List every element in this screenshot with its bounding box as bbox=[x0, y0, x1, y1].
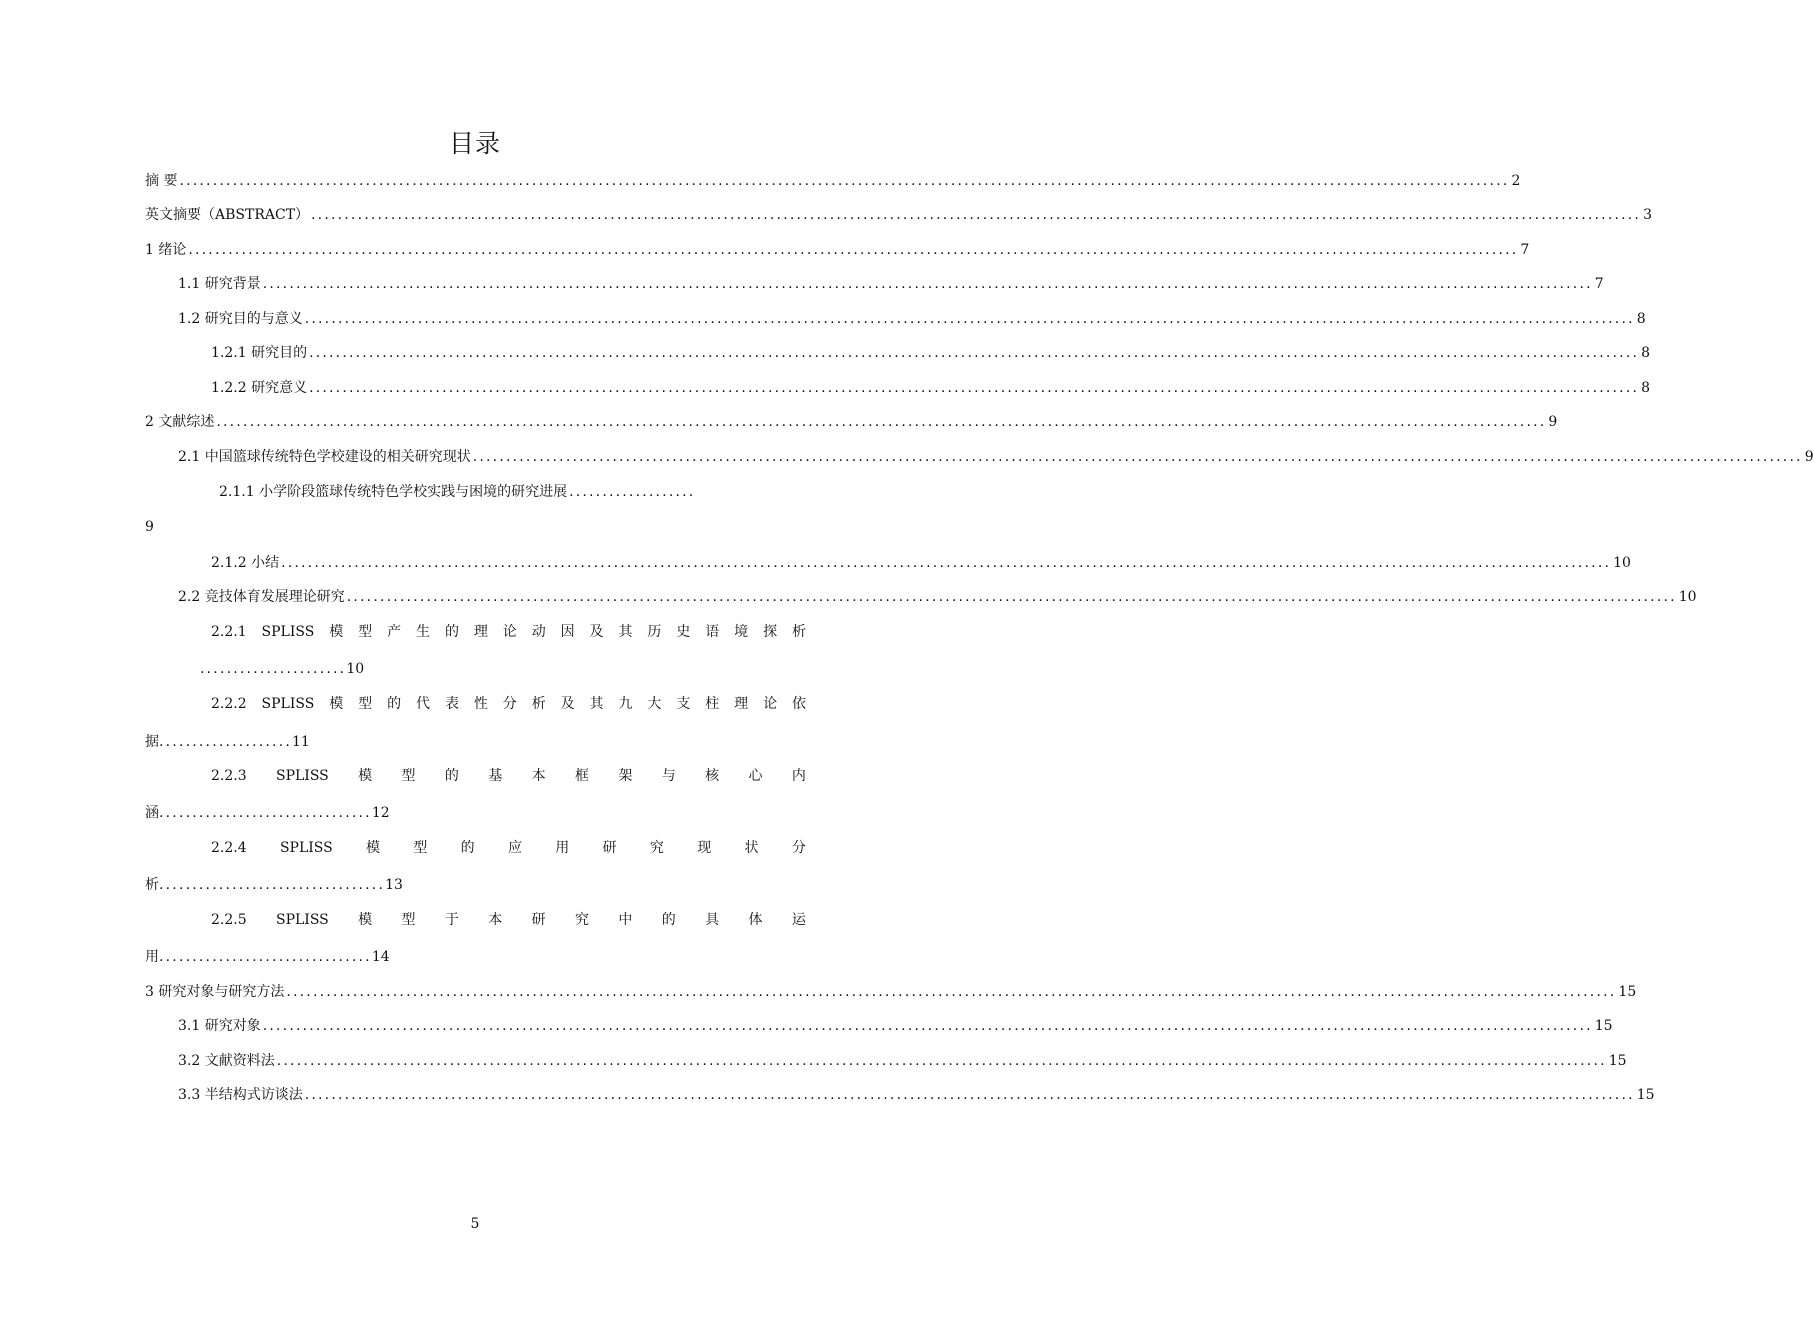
toc-entry-word: 的 bbox=[444, 768, 459, 784]
toc-leader: .................................. bbox=[159, 877, 386, 893]
toc-entry-word: 型 bbox=[401, 912, 416, 928]
toc-entry-label: 英文摘要（ABSTRACT） bbox=[145, 207, 310, 223]
toc-leader: ........................................................................................................................................................................................................ bbox=[304, 311, 1635, 327]
toc-entry-word: 分 bbox=[791, 840, 806, 856]
toc-entry-word: 2.2.4 bbox=[211, 840, 247, 856]
toc-entry-2[interactable] bbox=[145, 411, 1558, 433]
toc-entry-word: 柱 bbox=[705, 696, 720, 712]
toc-entry-word: 其 bbox=[618, 624, 633, 640]
toc-entry-page: 12 bbox=[371, 805, 390, 821]
toc-entry-page: 14 bbox=[371, 949, 390, 965]
toc-entry-word: 本 bbox=[488, 912, 503, 928]
toc-entry-word: 其 bbox=[589, 696, 604, 712]
toc-entry-word: 及 bbox=[560, 696, 575, 712]
toc-entry-word: 型 bbox=[358, 624, 373, 640]
toc-entry-3-2[interactable] bbox=[145, 1050, 1627, 1072]
toc-entry-3[interactable] bbox=[145, 981, 1637, 1003]
toc-leader: ................................ bbox=[159, 805, 372, 821]
toc-leader: ........................................................................................................................................................................................................ bbox=[216, 414, 1547, 430]
toc-entry-label: 3.2 文献资料法 bbox=[178, 1053, 275, 1069]
toc-entry-3-3[interactable] bbox=[145, 1084, 1655, 1106]
toc-entry-word: 型 bbox=[401, 768, 416, 784]
toc-entry-word: 基 bbox=[488, 768, 503, 784]
toc-entry-page: 7 bbox=[1520, 242, 1530, 258]
toc-entry-word: 历 bbox=[647, 624, 662, 640]
toc-entry-word: 论 bbox=[502, 624, 517, 640]
toc-entry-word: 究 bbox=[575, 912, 590, 928]
toc-entry-word: 的 bbox=[661, 912, 676, 928]
toc-entry-word: SPLISS bbox=[261, 696, 315, 712]
toc-entry-word: SPLISS bbox=[261, 624, 315, 640]
toc-entry-1[interactable] bbox=[145, 239, 1530, 261]
toc-entry-word: 运 bbox=[791, 912, 806, 928]
toc-entry-label: 1.1 研究背景 bbox=[178, 276, 261, 292]
toc-entry-2-2-2[interactable] bbox=[211, 693, 806, 715]
toc-leader: ........................................................................................................................................................................................................ bbox=[346, 589, 1677, 605]
toc-entry-word: 模 bbox=[329, 624, 344, 640]
toc-entry-2-1[interactable] bbox=[145, 446, 1814, 468]
toc-entry-word: 语 bbox=[705, 624, 720, 640]
toc-entry-label: 2.2 竞技体育发展理论研究 bbox=[178, 589, 345, 605]
toc-entry-word: 2.2.5 bbox=[211, 912, 247, 928]
toc-entry-2-2-3[interactable] bbox=[211, 765, 806, 787]
toc-entry-word: 于 bbox=[444, 912, 459, 928]
toc-entry-word: 依 bbox=[792, 696, 806, 712]
toc-entry-2-2[interactable] bbox=[145, 586, 1697, 608]
toc-leader: ........................................................................................................................................................................................................ bbox=[262, 276, 1593, 292]
toc-entry-word: 的 bbox=[460, 840, 475, 856]
toc-entry-word: 心 bbox=[748, 768, 763, 784]
toc-entry-word: 应 bbox=[507, 840, 522, 856]
toc-entry-word: 型 bbox=[358, 696, 373, 712]
toc-leader: ........................................................................................................................................................................................................ bbox=[262, 1018, 1593, 1034]
toc-leader: ...................... bbox=[200, 661, 347, 677]
toc-entry-word: 体 bbox=[748, 912, 763, 928]
toc-entry-label: 3.3 半结构式访谈法 bbox=[178, 1087, 303, 1103]
toc-entry-1-1[interactable] bbox=[145, 273, 1604, 295]
toc-entry-word: 内 bbox=[791, 768, 806, 784]
toc-entry-3-1[interactable] bbox=[145, 1015, 1613, 1037]
toc-entry-word: 研 bbox=[531, 912, 546, 928]
toc-entry-label: 1.2 研究目的与意义 bbox=[178, 311, 303, 327]
toc-entry-label: 据 bbox=[145, 734, 159, 750]
toc-entry-2-1-2[interactable] bbox=[145, 552, 1631, 574]
toc-entry-1-2[interactable] bbox=[145, 308, 1646, 330]
toc-entry-word: 性 bbox=[473, 696, 488, 712]
toc-entry-page: 15 bbox=[1608, 1053, 1627, 1069]
toc-entry-word: 理 bbox=[734, 696, 749, 712]
toc-entry-word: 境 bbox=[734, 624, 749, 640]
toc-entry-word: 析 bbox=[531, 696, 546, 712]
toc-entry-page: 9 bbox=[1804, 449, 1814, 465]
toc-entry-page: 2 bbox=[1511, 173, 1521, 189]
toc-entry-abstract[interactable] bbox=[145, 170, 1521, 192]
toc-entry-2-2-4[interactable] bbox=[211, 837, 806, 859]
toc-entry-word: 框 bbox=[575, 768, 590, 784]
toc-leader: ........................................................................................................................................................................................................ bbox=[309, 345, 1640, 361]
toc-leader: ........................................................................................................................................................................................................ bbox=[304, 1087, 1635, 1103]
toc-entry-word: 究 bbox=[649, 840, 664, 856]
toc-entry-2-2-4-cont[interactable] bbox=[145, 874, 403, 896]
toc-entry-page: 9 bbox=[1548, 414, 1558, 430]
toc-leader: ................... bbox=[569, 484, 696, 500]
toc-entry-2-2-5-cont[interactable] bbox=[145, 946, 390, 968]
toc-entry-page: 10 bbox=[1678, 589, 1697, 605]
page-number: 5 bbox=[470, 1216, 480, 1232]
toc-entry-2-2-1[interactable] bbox=[211, 621, 806, 643]
toc-entry-2-2-2-cont[interactable] bbox=[145, 731, 310, 753]
toc-entry-word: SPLISS bbox=[279, 840, 333, 856]
toc-entry-word: 中 bbox=[618, 912, 633, 928]
toc-entry-word: 架 bbox=[618, 768, 633, 784]
toc-entry-2-1-1[interactable] bbox=[219, 481, 806, 503]
toc-entry-word: 分 bbox=[502, 696, 517, 712]
toc-entry-label: 摘 要 bbox=[145, 173, 178, 189]
toc-entry-label: 析 bbox=[145, 877, 159, 893]
toc-entry-page: 10 bbox=[346, 661, 365, 677]
toc-entry-word: 大 bbox=[647, 696, 662, 712]
toc-entry-word: 析 bbox=[792, 624, 806, 640]
toc-entry-word: 因 bbox=[560, 624, 575, 640]
toc-entry-word: 状 bbox=[744, 840, 759, 856]
toc-entry-word: 2.2.1 bbox=[211, 624, 247, 640]
toc-entry-label: 2.1.1 小学阶段篮球传统特色学校实践与困境的研究进展 bbox=[219, 484, 568, 500]
toc-entry-word: 型 bbox=[413, 840, 428, 856]
toc-entry-word: 的 bbox=[387, 696, 402, 712]
toc-entry-label: 1.2.1 研究目的 bbox=[211, 345, 308, 361]
toc-entry-word: 核 bbox=[705, 768, 720, 784]
toc-entry-page: 3 bbox=[1643, 207, 1652, 223]
toc-entry-word: 本 bbox=[531, 768, 546, 784]
toc-entry-page: 13 bbox=[385, 877, 403, 893]
toc-entry-word: 代 bbox=[416, 696, 431, 712]
toc-entry-label: 3 研究对象与研究方法 bbox=[145, 984, 285, 1000]
toc-entry-label: 用 bbox=[145, 949, 159, 965]
toc-entry-2-2-1-cont[interactable] bbox=[200, 658, 364, 680]
toc-entry-word: SPLISS bbox=[276, 768, 329, 784]
toc-entry-word: 产 bbox=[387, 624, 402, 640]
toc-entry-word: 具 bbox=[705, 912, 720, 928]
toc-entry-word: 模 bbox=[358, 912, 373, 928]
toc-entry-label: 2.1 中国篮球传统特色学校建设的相关研究现状 bbox=[178, 449, 471, 465]
toc-title: 目录 bbox=[448, 129, 501, 158]
toc-entry-word: 2.2.2 bbox=[211, 696, 247, 712]
toc-entry-word: 现 bbox=[697, 840, 712, 856]
toc-leader: ........................................................................................................................................................................................................ bbox=[179, 173, 1510, 189]
toc-leader: ........................................................................................................................................................................................................ bbox=[311, 207, 1642, 223]
toc-leader: ........................................................................................................................................................................................................ bbox=[188, 242, 1519, 258]
toc-entry-word: 2.2.3 bbox=[211, 768, 247, 784]
toc-entry-word: 九 bbox=[618, 696, 633, 712]
toc-entry-label: 2 文献综述 bbox=[145, 414, 215, 430]
toc-entry-label: 涵 bbox=[145, 805, 159, 821]
toc-entry-page: 8 bbox=[1641, 345, 1651, 361]
toc-entry-2-2-5[interactable] bbox=[211, 909, 806, 931]
toc-entry-word: 与 bbox=[661, 768, 676, 784]
toc-entry-word: 的 bbox=[444, 624, 459, 640]
toc-entry-word: 理 bbox=[473, 624, 488, 640]
toc-entry-label: 1.2.2 研究意义 bbox=[211, 380, 308, 396]
toc-entry-word: 生 bbox=[416, 624, 431, 640]
toc-leader: ........................................................................................................................................................................................................ bbox=[472, 449, 1803, 465]
toc-entry-page: 15 bbox=[1636, 1087, 1655, 1103]
toc-entry-label: 3.1 研究对象 bbox=[178, 1018, 261, 1034]
toc-entry-page: 15 bbox=[1618, 984, 1637, 1000]
toc-entry-word: 表 bbox=[444, 696, 459, 712]
toc-leader: .................... bbox=[159, 734, 293, 750]
toc-entry-word: 研 bbox=[602, 840, 617, 856]
toc-entry-page: 9 bbox=[145, 519, 154, 535]
toc-entry-english-abstract[interactable] bbox=[145, 204, 1652, 226]
toc-leader: ........................................................................................................................................................................................................ bbox=[309, 380, 1640, 396]
toc-leader: ........................................................................................................................................................................................................ bbox=[286, 984, 1617, 1000]
toc-entry-word: 史 bbox=[676, 624, 691, 640]
toc-entry-page: 8 bbox=[1636, 311, 1646, 327]
toc-entry-label: 1 绪论 bbox=[145, 242, 187, 258]
toc-leader: ........................................................................................................................................................................................................ bbox=[281, 555, 1612, 571]
toc-entry-1-2-1[interactable] bbox=[145, 342, 1651, 364]
toc-entry-word: 探 bbox=[763, 624, 778, 640]
toc-entry-page: 10 bbox=[1613, 555, 1631, 571]
toc-entry-label: 2.1.2 小结 bbox=[211, 555, 280, 571]
toc-entry-word: 及 bbox=[589, 624, 604, 640]
toc-entry-word: 模 bbox=[366, 840, 381, 856]
toc-entry-page: 11 bbox=[292, 734, 310, 750]
toc-entry-word: SPLISS bbox=[276, 912, 329, 928]
toc-entry-word: 模 bbox=[358, 768, 373, 784]
toc-entry-word: 用 bbox=[555, 840, 570, 856]
toc-entry-word: 动 bbox=[531, 624, 546, 640]
toc-entry-2-2-3-cont[interactable] bbox=[145, 802, 390, 824]
toc-entry-1-2-2[interactable] bbox=[145, 377, 1651, 399]
toc-leader: ........................................................................................................................................................................................................ bbox=[276, 1053, 1607, 1069]
toc-entry-word: 论 bbox=[763, 696, 778, 712]
toc-entry-page: 7 bbox=[1594, 276, 1604, 292]
toc-leader: ................................ bbox=[159, 949, 372, 965]
toc-entry-word: 模 bbox=[329, 696, 344, 712]
toc-entry-page: 8 bbox=[1641, 380, 1651, 396]
toc-entry-word: 支 bbox=[676, 696, 691, 712]
toc-entry-page: 15 bbox=[1594, 1018, 1613, 1034]
